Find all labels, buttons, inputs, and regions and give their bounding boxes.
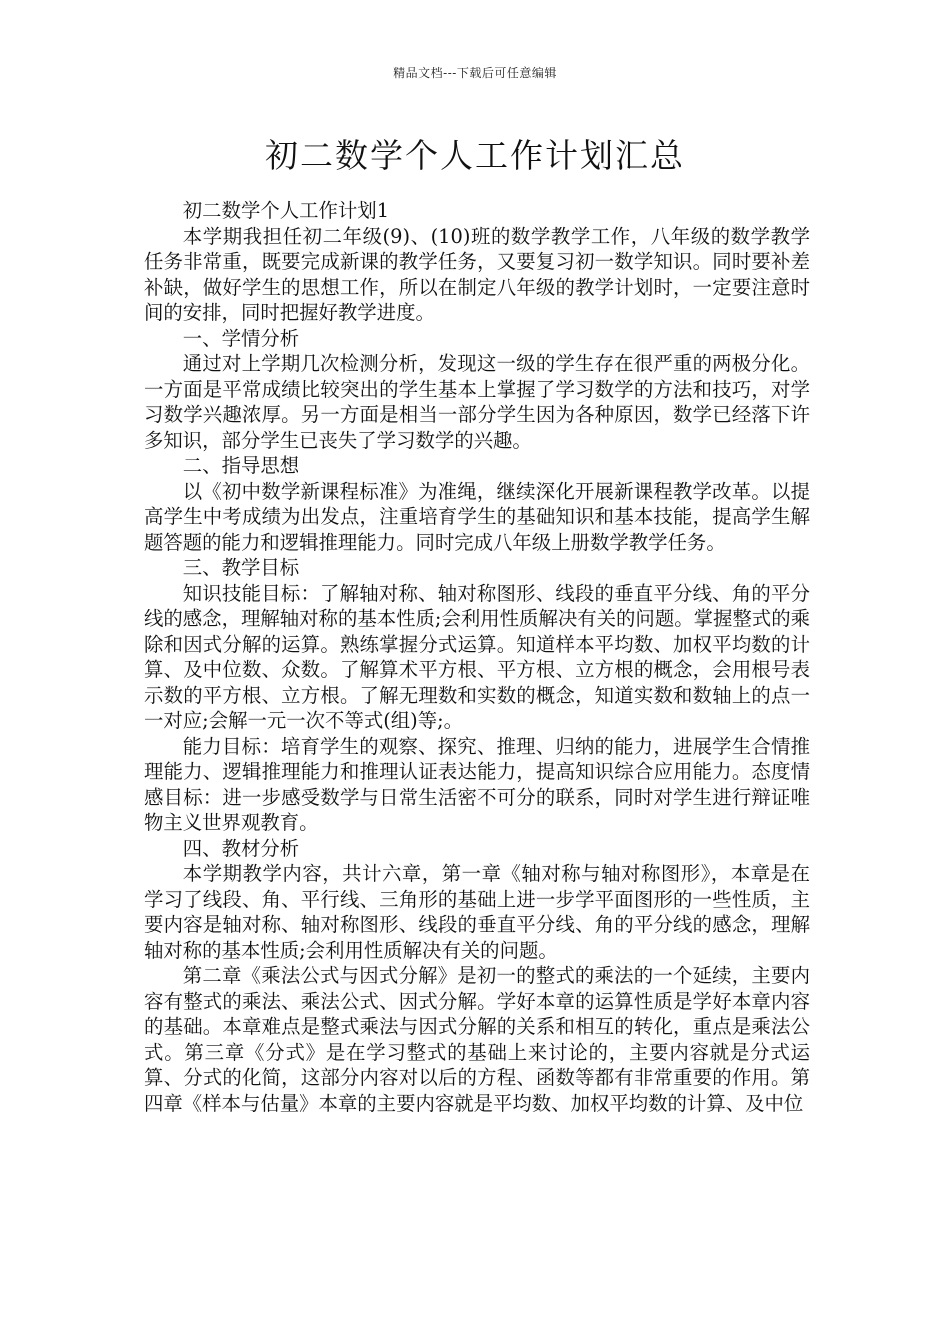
paragraph-guiding-thought: 以《初中数学新课程标准》为准绳，继续深化开展新课程教学改革。以提高学生中考成绩为出发点，注重培育学生的基础知识和基本技能，提高学生解题答题的能力和逻辑推理能力。同时完成八年级上册数学教学任务。 (144, 479, 810, 554)
paragraph-textbook-chapter-1: 本学期教学内容，共计六章，第一章《轴对称与轴对称图形》，本章是在学习了线段、角、平行线、三角形的基础上进一步学平面图形的一些性质，主要内容是轴对称、轴对称图形、线段的垂直平分线、角的平分线的感念，理解轴对称的基本性质;会利用性质解决有关的问题。 (144, 862, 810, 962)
section-heading-teaching-goals: 三、教学目标 (182, 556, 300, 579)
section-heading-textbook-analysis: 四、教材分析 (182, 836, 300, 860)
section-heading-guiding-thought: 二、指导思想 (182, 454, 300, 477)
header-note: 精品文档---下载后可任意编辑 (393, 66, 557, 80)
paragraph-learning-analysis: 通过对上学期几次检测分析，发现这一级的学生存在很严重的两极分化。一方面是平常成绩比较突出的学生基本上掌握了学习数学的方法和技巧，对学习数学兴趣浓厚。另一方面是相当一部分学生因为各种原因，数学已经落下许多知识，部分学生已丧失了学习数学的兴趣。 (144, 352, 810, 452)
paragraph-intro: 本学期我担任初二年级(9)、(10)班的数学教学工作，八年级的数学教学任务非常重，既要完成新课的教学任务，又要复习初一数学知识。同时要补差补缺，做好学生的思想工作，所以在制定八年级的教学计划时，一定要注意时间的安排，同时把握好教学进度。 (144, 224, 810, 324)
section-heading-learning-analysis: 一、学情分析 (182, 326, 300, 350)
paragraph-ability-goals: 能力目标：培育学生的观察、探究、推理、归纳的能力，进展学生合情推理能力、逻辑推理能力和推理认证表达能力，提高知识综合应用能力。态度情感目标：进一步感受数学与日常生活密不可分的联系，同时对学生进行辩证唯物主义世界观教育。 (144, 734, 810, 834)
document-body (144, 198, 810, 1116)
paragraph-textbook-chapter-2: 第二章《乘法公式与因式分解》是初一的整式的乘法的一个延续，主要内容有整式的乘法、乘法公式、因式分解。学好本章的运算性质是学好本章内容的基础。本章难点是整式乘法与因式分解的关系和相互的转化，重点是乘法公式。第三章《分式》是在学习整式的基础上来讨论的，主要内容就是分式运算、分式的化简，这部分内容对以后的方程、函数等都有非常重要的作用。第四章《样本与估量》本章的主要内容就是平均数、加权平均数的计算、及中位 (144, 964, 810, 1115)
document-title: 初二数学个人工作计划汇总 (265, 136, 685, 175)
section-subtitle: 初二数学个人工作计划1 (182, 199, 390, 222)
paragraph-knowledge-goals: 知识技能目标：了解轴对称、轴对称图形、线段的垂直平分线、角的平分线的感念，理解轴对称的基本性质;会利用性质解决有关的问题。掌握整式的乘除和因式分解的运算。熟练掌握分式运算。知道样本平均数、加权平均数的计算、及中位数、众数。了解算术平方根、平方根、立方根的概念，会用根号表示数的平方根、立方根。了解无理数和实数的概念，知道实数和数轴上的点一一对应;会解一元一次不等式(组)等;。 (144, 581, 810, 732)
